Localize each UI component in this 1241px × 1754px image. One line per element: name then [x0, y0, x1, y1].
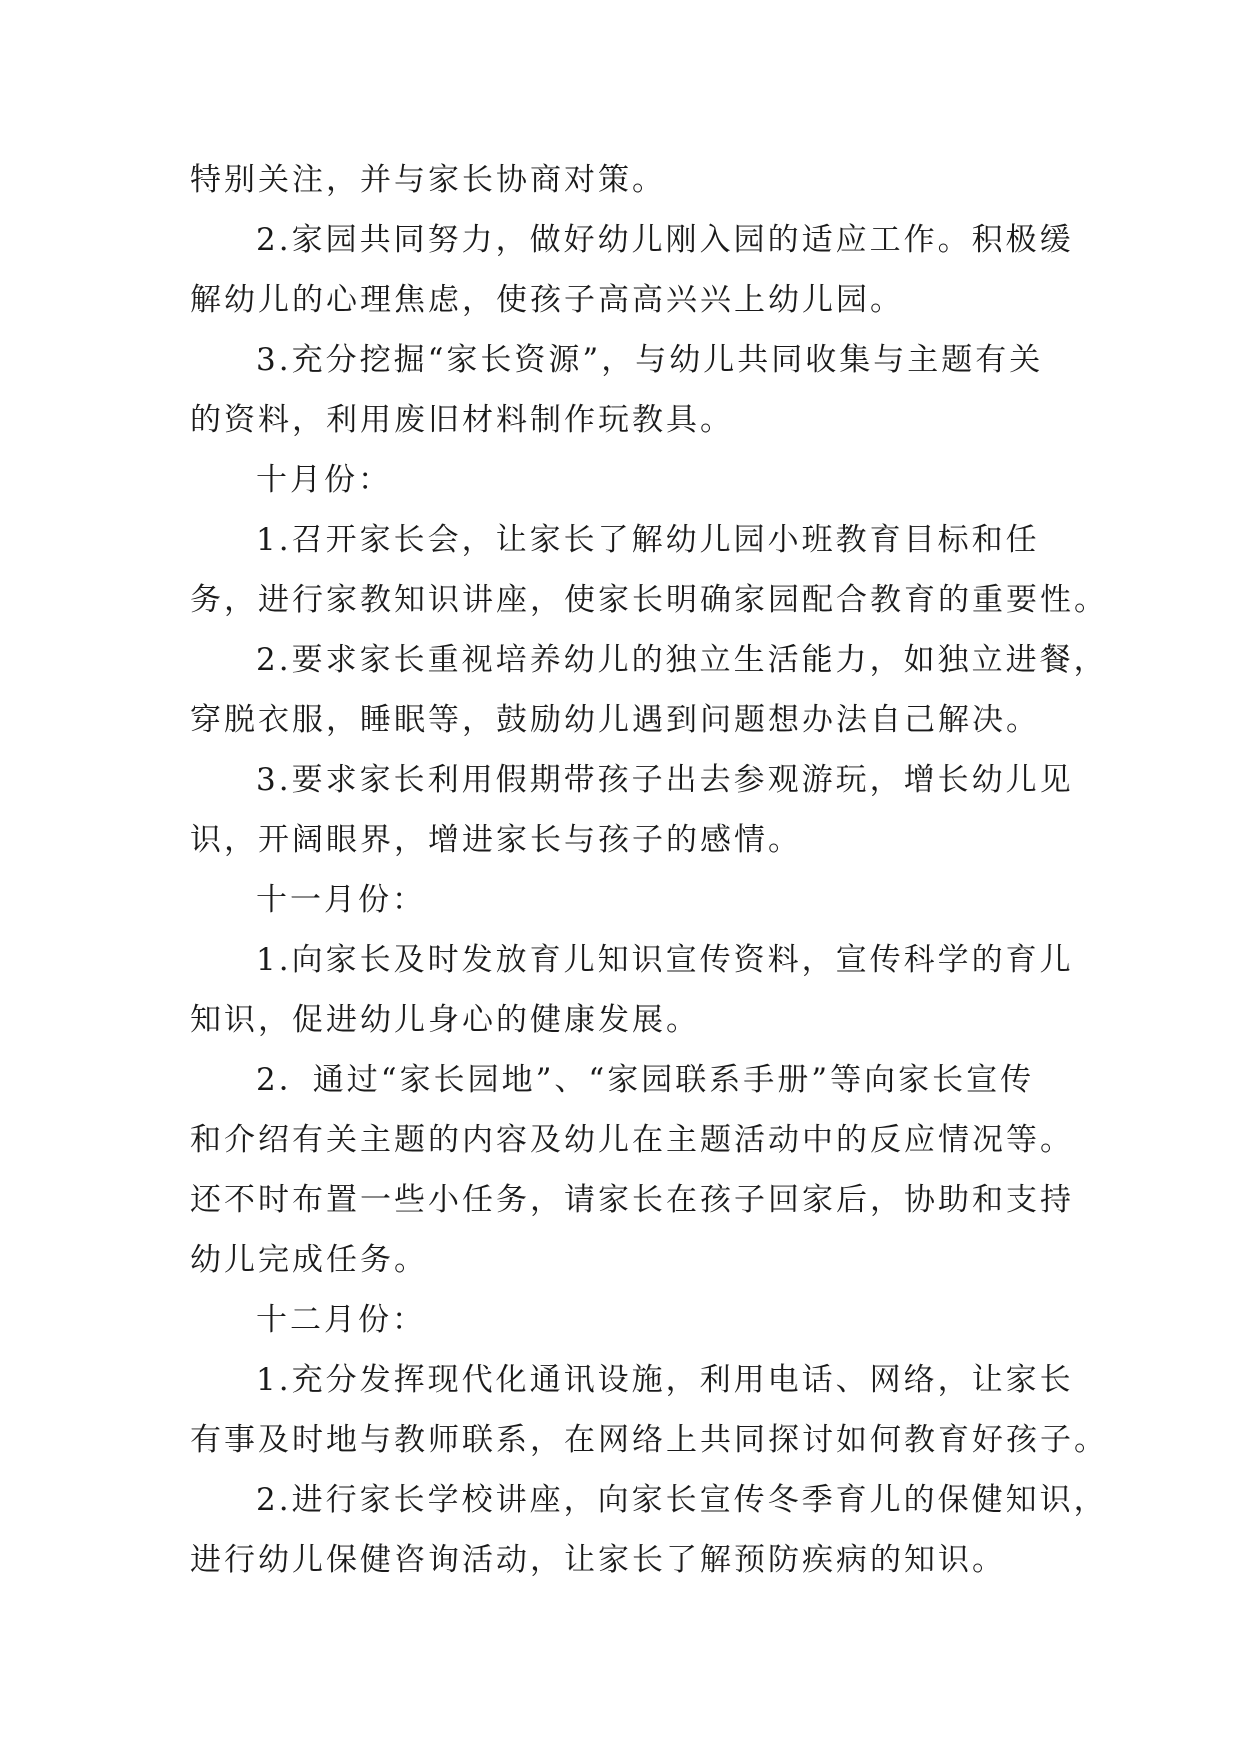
text-line: 2.进行家长学校讲座，向家长宣传冬季育儿的保健知识， — [256, 1482, 1108, 1518]
text-line: 幼儿完成任务。 — [190, 1242, 428, 1278]
text-line: 1.召开家长会，让家长了解幼儿园小班教育目标和任 — [256, 522, 1040, 558]
text-line: 穿脱衣服，睡眠等，鼓励幼儿遇到问题想办法自己解决。 — [190, 702, 1040, 738]
text-line: 1.向家长及时发放育儿知识宣传资料，宣传科学的育儿 — [256, 942, 1074, 978]
document-body — [190, 150, 1108, 1590]
text-line: 1.充分发挥现代化通讯设施，利用电话、网络，让家长 — [256, 1362, 1074, 1398]
text-line: 识，开阔眼界，增进家长与孩子的感情。 — [190, 822, 802, 858]
text-line: 2.家园共同努力，做好幼儿刚入园的适应工作。积极缓 — [256, 222, 1074, 258]
text-line: 还不时布置一些小任务，请家长在孩子回家后，协助和支持 — [190, 1182, 1074, 1218]
section-heading-november: 十一月份： — [256, 882, 426, 918]
text-line: 2.要求家长重视培养幼儿的独立生活能力，如独立进餐， — [256, 642, 1108, 678]
section-heading-october: 十月份： — [256, 462, 392, 498]
text-line: 知识，促进幼儿身心的健康发展。 — [190, 1002, 700, 1038]
text-line: 2．通过“家长园地”、“家园联系手册”等向家长宣传 — [256, 1062, 1035, 1098]
text-line: 3.要求家长利用假期带孩子出去参观游玩，增长幼儿见 — [256, 762, 1074, 798]
text-line: 和介绍有关主题的内容及幼儿在主题活动中的反应情况等。 — [190, 1122, 1074, 1158]
text-line: 3.充分挖掘“家长资源”，与幼儿共同收集与主题有关 — [256, 342, 1044, 378]
text-line: 解幼儿的心理焦虑，使孩子高高兴兴上幼儿园。 — [190, 282, 904, 318]
text-line: 的资料，利用废旧材料制作玩教具。 — [190, 402, 734, 438]
section-heading-december: 十二月份： — [256, 1302, 426, 1338]
text-line: 务，进行家教知识讲座，使家长明确家园配合教育的重要性。 — [190, 582, 1108, 618]
text-line: 特别关注，并与家长协商对策。 — [190, 162, 666, 198]
text-line: 有事及时地与教师联系，在网络上共同探讨如何教育好孩子。 — [190, 1422, 1108, 1458]
text-line: 进行幼儿保健咨询活动，让家长了解预防疾病的知识。 — [190, 1542, 1006, 1578]
